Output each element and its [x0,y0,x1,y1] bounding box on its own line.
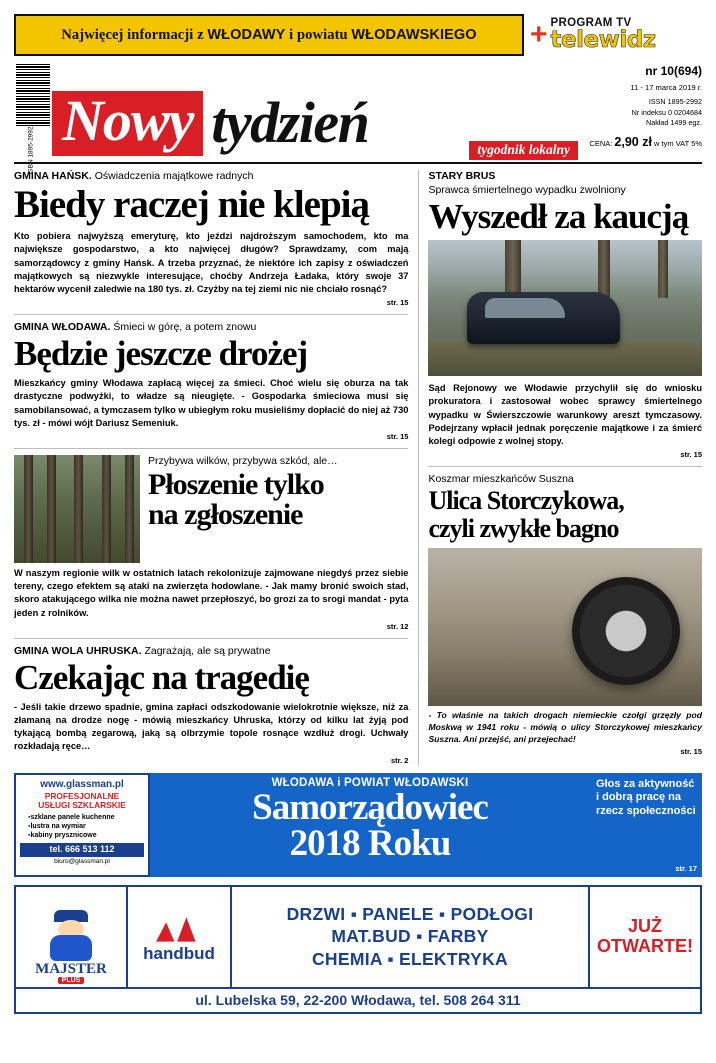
kicker-rest: Zagrażają, ale są prywatne [141,644,271,657]
article-kicker [14,170,408,183]
logo-word-tydzien: tydzień [211,90,369,156]
article-body: - Jeśli takie drzewo spadnie, gmina zapłaci odszkodowanie wielokrotnie większe, niż za złamaną na drodze nogę - mówią mieszkańcy Uhruska, którzy od kilku lat żyją pod tykającą bombą zegarową, jaką są olbrzymie topole rosnące wzdłuż drogi. Uchwały rozkładają ręce… [14,701,409,752]
article-kicker [14,321,408,334]
list-item: ▪ kabiny prysznicowe [28,831,144,840]
divider [14,638,408,639]
ad-glassman-prof-1: PROFESJONALNE [44,790,120,801]
article-kicker: Koszmar mieszkańców Suszna [428,473,574,486]
divider [428,466,702,467]
kicker-location: STARY BRUS [428,170,496,182]
banner-text-mid: i powiatu [285,26,352,43]
crashed-car-photo [428,240,702,376]
ad-handbud-logo [128,887,232,987]
masthead-rule [14,162,702,164]
ad-glassman-prof-2: USŁUGI SZKLARSKIE [38,800,126,811]
forest-photo-wrap [14,455,140,563]
ad-samorzadowiec-line1: Samorządowiec [252,786,488,828]
article-headline[interactable]: Biedy raczej nie klepią [14,183,370,227]
article-headline-line2[interactable]: na zgłoszenie [148,498,303,532]
banner-text-plain: Najwięcej informacji z [61,26,208,43]
main-content [14,170,702,765]
kicker-rest: Śmieci w górę, a potem znowu [110,321,257,334]
ad-glassman[interactable] [14,773,150,877]
ad-majster-name: MAJSTER [35,960,107,977]
newspaper-front-page [0,14,716,1063]
tv-promo [524,14,702,56]
ad-glassman-phone[interactable]: tel. 666 513 112 [20,843,144,857]
ad-product-list [232,887,588,987]
issue-date: 11 - 17 marca 2019 r. [630,83,702,93]
ad-line-2: MAT.BUD ▪ FARBY [331,926,489,947]
vat-label: w tym VAT [654,139,690,149]
forest-photo [14,455,140,563]
ad-samorzadowiec-top: WŁODAWA i POWIAT WŁODAWSKI [271,776,469,789]
ad-open-badge [588,887,700,987]
ad-majster-logo [16,887,128,987]
article-headline-line1[interactable]: Ulica Storczykowa, [428,486,624,516]
article-kicker: Przybywa wilków, przybywa szkód, ale… [148,454,338,467]
page-reference: str. 2 [390,755,409,765]
barcode-icon [16,64,50,126]
page-reference: str. 15 [386,431,409,441]
price-label: CENA: [589,139,613,149]
barcode-block [14,64,48,175]
kicker-location: GMINA HAŃSK. [14,170,92,182]
print-run: Nakład 1499 egz. [646,118,702,128]
article-body: Mieszkańcy gminy Włodawa zapłacą więcej za śmieci. Choć wielu się oburza na tak drastyczne podwyżki, to władze są nieugięte. - Gospodarka śmieciowa musi się samobilansować, a tymczasem tylko w ubiegłym roku musieliśmy dopłacić do niej aż 730 tys. zł - mówi wójt Dariusz Semeniuk. [14,378,409,428]
article-body: Sąd Rejonowy we Włodawie przychylił się do wniosku prokuratora i zastosował wobec sprawcy śmiertelnego wypadku w Świerszczowie warunkowy areszt tymczasowy. Podejrzany wpłacił jednak poręczenie majątkowe i za śmierć kolegi odpowie z wolnej stopy. [428,383,702,446]
logo-subtitle: tygodnik lokalny [469,141,578,160]
article-hansk[interactable] [14,170,408,307]
divider [14,448,408,449]
photo-caption: - To właśnie na takich drogach niemieckie czołgi grzęzły pod Moskwą w 1941 roku - mówią o ulicy Storczykowej mieszkańcy Suszna. Ani przejść, ani przejechać! [428,710,702,744]
article-wilki[interactable] [14,455,408,563]
list-item: ▪ szklane panele kuchenne [28,813,144,822]
page-reference: str. 17 [675,864,697,874]
tv-brand-name: telewidz [550,27,656,54]
article-body: W naszym regionie wilk w ostatnich latach rekolonizuje zajmowane niegdyś przez siebie tereny, czego efektem są ataki na zwierzęta hodowlane. - Jak mamy bronić swoich stad, skoro atakującego wilka nie można nawet przepłoszyć, bo grozi za to srogi mandat - pyta jeden z rolników. [14,567,409,618]
ad-handbud-name: handbud [143,943,215,963]
article-body: Kto pobiera najwyższą emeryturę, kto jeździ najdroższym samochodem, kto ma największe gospodarstwo, a kto najwięcej długów? Sprawdzamy, com mają samorządowcy z gminy Hańsk. A trzeba przyznać, że niektóre ich zapisy z oświadczeń majątkowych są niezwykle interesujące, choćby Andrzeja Ładaka, który swoje 37 hektarów wycenił zaledwie na 180 tys. zł. Czyżby na tej ziemi nic nie chciało rosnąć? [14,231,409,294]
ad-handbud-majster[interactable] [14,885,702,989]
article-headline[interactable]: Wyszedł za kaucją [428,197,689,237]
isbn-text: ISBN 1895-2992 [27,126,35,175]
index-number: Nr indeksu 0 0204684 [631,107,702,117]
issn: ISSN 1895-2992 [648,96,702,106]
article-headline-line2[interactable]: czyli zwykłe bagno [428,514,619,544]
ad-glos-text: Głos za aktywność i dobrą pracę na rzecz społeczności [596,777,696,818]
article-headline-line1[interactable]: Płoszenie tylko [148,468,324,502]
page-reference: str. 12 [386,621,409,631]
price-row [582,133,702,152]
ad-glassman-services [20,813,144,840]
page-reference: str. 15 [386,298,409,308]
ad-majster-plus: PLUS [58,977,85,984]
masthead [14,64,702,175]
kicker-location: GMINA WŁODAWA. [14,321,111,334]
page-reference: str. 15 [680,747,702,757]
left-column [14,170,408,765]
kicker-rest: Oświadczenia majątkowe radnych [91,170,254,182]
kicker-location: GMINA WOLA UHRUSKA. [14,644,142,657]
ad-line-3: CHEMIA ▪ ELEKTRYKA [311,948,508,969]
article-stary-brus[interactable] [428,170,702,459]
ad-open-line-2: OTWARTE! [597,935,693,956]
ad-glassman-email[interactable]: biuro@glassman.pl [54,857,110,865]
price-value: 2,90 zł [614,135,652,150]
banner-text-wlodawy: WŁODAWY [207,26,286,43]
handbud-icon [156,910,202,942]
divider [14,314,408,315]
ad-open-line-1: JUŻ [627,915,662,936]
kicker-rest: Sprawca śmiertelnego wypadku zwolniony [428,184,626,197]
ad-address: ul. Lubelska 59, 22-200 Włodawa, tel. 508 264 311 [14,989,702,1014]
article-headline[interactable]: Będzie jeszcze drożej [14,334,308,374]
article-headline[interactable]: Czekając na tragedię [14,657,309,697]
plus-icon: + [530,18,548,51]
article-wlodawa-smieci[interactable] [14,321,408,441]
article-storczykowa[interactable] [428,473,702,756]
article-text-wrap [148,455,408,536]
tv-program-label: PROGRAM TV [550,16,632,29]
issue-number: nr 10(694) [645,64,702,79]
muddy-road-photo [428,548,702,706]
right-column [418,170,702,765]
logo-word-nowy: Nowy [52,91,203,156]
ad-glos[interactable] [590,773,702,877]
top-banner [14,14,702,56]
logo [48,88,582,157]
masthead-meta [582,62,702,156]
ads-row [14,773,702,877]
list-item: ▪ lustra na wymiar [28,822,144,831]
ad-samorzadowiec-line2: 2018 Roku [289,822,451,864]
ad-glassman-url[interactable]: www.glassman.pl [40,778,124,790]
page-reference: str. 15 [680,450,702,460]
article-wola-uhruska[interactable] [14,645,408,765]
article-kicker [14,645,408,658]
ad-samorzadowiec[interactable] [150,773,590,877]
ad-line-1: DRZWI ▪ PANELE ▪ PODŁOGI [286,903,534,924]
vat-value: 5% [691,139,702,149]
mascot-icon [44,910,98,962]
banner-slogan [14,14,524,56]
banner-text-wlodawskiego: WŁODAWSKIEGO [351,26,477,43]
